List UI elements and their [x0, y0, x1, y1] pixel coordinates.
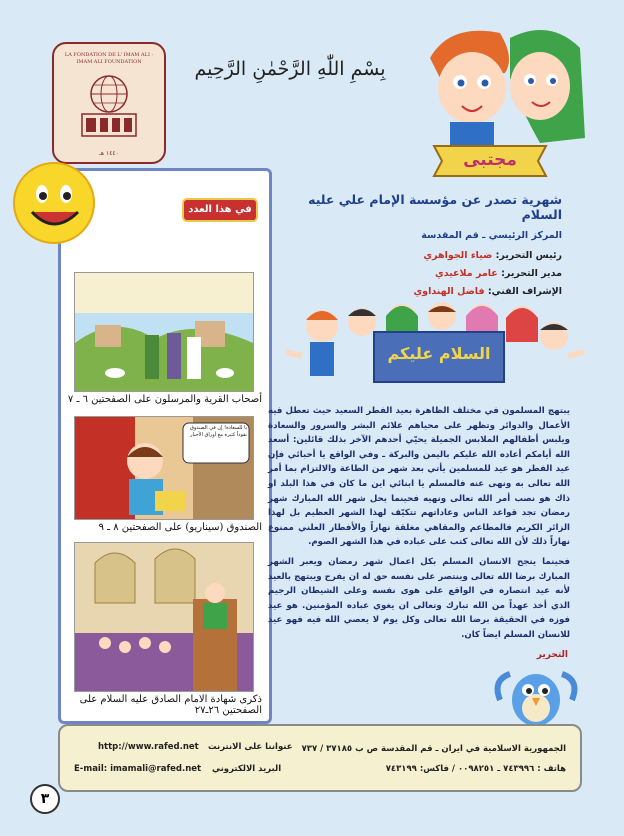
contents-caption-2[interactable]: الصندوق (سيناريو) على الصفحتين ٨ ـ ٩	[98, 522, 262, 533]
contents-picture-1	[74, 272, 254, 392]
logo-year: ١٤٤٠ هـ	[99, 150, 119, 157]
masthead-info	[302, 192, 562, 304]
kids-illustration	[420, 18, 590, 148]
logo-top-text: LA FONDATION DE L' IMAM ALI · IMAM ALI FOUNDATION	[64, 52, 154, 65]
bird-illustration	[492, 660, 580, 734]
body-paragraph: فحينما ينجح الانسان المسلم بكل اعمال شهر رمضان ويعبر الشهر المبارك برضا الله تعالى وينتصر على نفسه حق له ان يفرح ويبتهج بالعيد لأنه عيد انتصاره في الواقع على هوى نفسه وعلى الشيطان الرجيم الذي أخذ عهداً من الله تبارك وتعالى ان يغوي عباده المؤمنين. هو عيد فوزه في الحقيقة برضا الله تعالى وكل يوم لا يعصي الله فيه فهو عيد للانسان المسلم ايضاً كان.	[268, 556, 570, 640]
staff-row	[302, 268, 562, 279]
staff-name: ضياء الجواهري	[423, 250, 493, 261]
mosque-scene-icon	[75, 543, 253, 691]
headquarters: المركز الرئيسي ـ قم المقدسة	[421, 230, 562, 241]
staff-role: الإشراف الفني:	[487, 286, 562, 297]
postal-address: الجمهورية الاسلامية في ايران ـ قم المقدسة ص ب ٣٧١٨٥ / ٧٣٧	[301, 744, 566, 754]
staff-name: عامر ملاعيدي	[434, 268, 498, 279]
website-link[interactable]: http://www.rafed.net	[98, 742, 199, 752]
email-link[interactable]: E-mail: imamali@rafed.net	[74, 764, 202, 774]
globe-emblem-icon	[76, 70, 142, 140]
village-scene-icon	[75, 273, 253, 391]
magazine-title: مجتبى	[463, 150, 517, 170]
address-label: عنواننا على الانترنت	[208, 742, 293, 752]
contents-picture-2	[74, 416, 254, 520]
page-number: ٣	[30, 784, 60, 814]
phone-fax: هاتف : ٧٤٣٩٩٦ ـ ٠٠٩٨٢٥١ / فاكس: ٧٤٣١٩٩	[385, 764, 566, 774]
email-label: البريد الالكتروني	[212, 764, 282, 774]
editorial-signature: التحرير	[536, 650, 568, 660]
body-paragraph: يبتهج المسلمون في مختلف الظاهرة بعيد الفطر السعيد حيث تعطل فيه الأعمال والدوائر وتظهر على محياهم علائم البشر والسرور والسعادة ويلبس أطفالهم الملابس الجميلة يحيّي أحدهم الآخر بذلك قائلين: أسعد الله أيامكم أعاده الله عليكم باليمن والبركة ـ وفي الواقع يا أحبائي فإن عيد الفطر هو عيد للمسلمين يأتي بعد شهر من الطاعة والالتزام بما أمر الله تعالى به ونهى عنه فالمسلم يا ابنائي اين ما كان في هذا البلد او ذاك هو نصب أمر الله تعالى ونهيه فحينما يحل شهر الله المبارك شهر رمضان تجد قواعد الناس وعاداتهم تتكيّف لهذا الشهر العظيم بل لهذا الزائر الكريم فالمطاعم والمقاهي مغلقة نهاراً والأفطار العلني ممنوع نهاراً ذلك لأن الله تعالى كتب على عباده في هذا الشهر الصوم.	[268, 406, 570, 548]
contents-caption-3[interactable]: ذكرى شهادة الامام الصادق عليه السلام على الصفحتين ٢٦ـ٢٧	[79, 694, 262, 716]
greeting-banner-text: السلام عليكم	[387, 344, 491, 363]
staff-name: فاضل الهنداوي	[413, 286, 485, 297]
staff-role: رئيس التحرير:	[495, 250, 562, 261]
contents-picture-3	[74, 542, 254, 692]
magazine-banner	[430, 140, 550, 182]
contents-badge: في هذا العدد	[182, 198, 258, 222]
staff-row	[302, 250, 562, 261]
footer-contact-box	[58, 724, 582, 792]
basmala: بِسْمِ اللّٰهِ الرَّحْمٰنِ الرَّحِيم	[194, 58, 386, 80]
editorial-body	[268, 404, 570, 648]
smiley-sun-icon	[8, 160, 100, 246]
contents-caption-1[interactable]: أصحاب القرية والمرسلون على الصفحتين ٦ ـ ٧	[67, 394, 262, 405]
staff-role: مدير التحرير:	[501, 268, 562, 279]
magazine-subtitle: شهرية تصدر عن مؤسسة الإمام علي عليه السلام	[308, 192, 562, 222]
speech-bubble: يا للسعادة! إن في الصندوق نقوداً كثيرة مع أوراق الأخبار	[190, 425, 247, 438]
foundation-logo	[52, 42, 166, 164]
